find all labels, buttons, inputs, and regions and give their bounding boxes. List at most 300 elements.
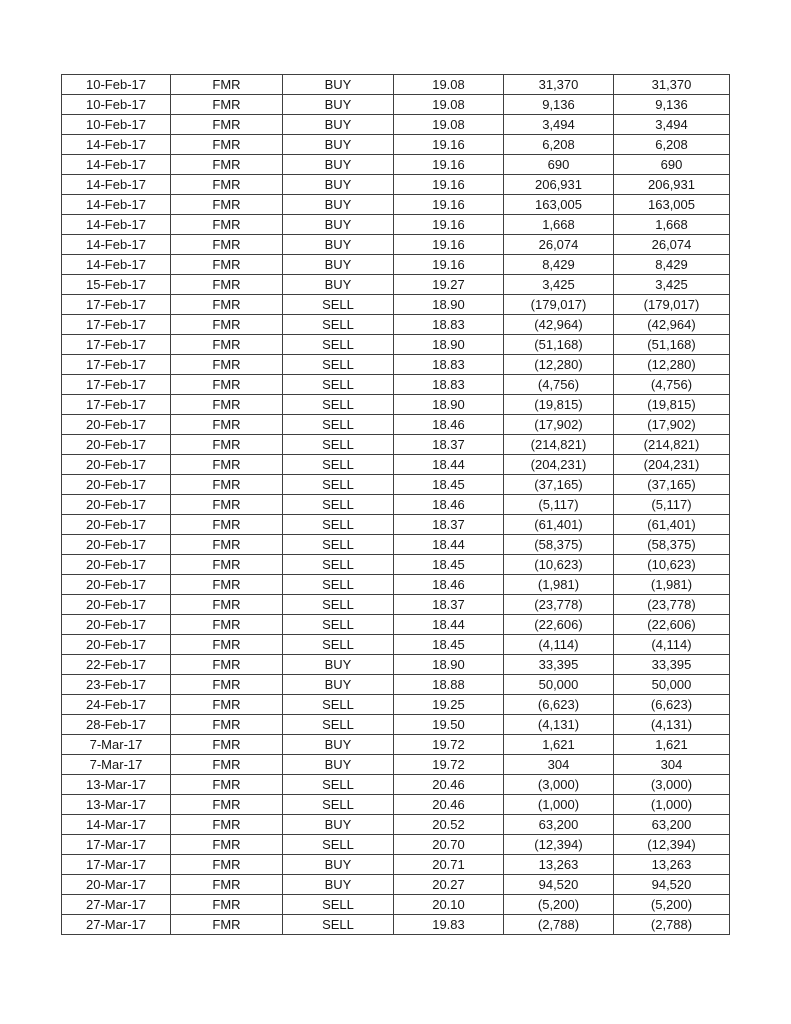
cell-shares-total: (17,902) — [614, 415, 730, 435]
cell-price: 18.46 — [394, 415, 504, 435]
cell-date: 13-Mar-17 — [62, 795, 171, 815]
cell-firm: FMR — [171, 795, 283, 815]
cell-firm: FMR — [171, 915, 283, 935]
cell-date: 17-Feb-17 — [62, 355, 171, 375]
cell-date: 20-Feb-17 — [62, 415, 171, 435]
cell-price: 19.83 — [394, 915, 504, 935]
cell-price: 18.83 — [394, 375, 504, 395]
cell-firm: FMR — [171, 255, 283, 275]
cell-side: SELL — [283, 415, 394, 435]
cell-date: 20-Feb-17 — [62, 555, 171, 575]
cell-side: BUY — [283, 675, 394, 695]
cell-shares: 8,429 — [504, 255, 614, 275]
cell-price: 20.46 — [394, 795, 504, 815]
cell-firm: FMR — [171, 835, 283, 855]
cell-price: 20.46 — [394, 775, 504, 795]
cell-shares-total: 1,668 — [614, 215, 730, 235]
table-row — [62, 355, 730, 375]
table-row — [62, 755, 730, 775]
cell-date: 20-Feb-17 — [62, 575, 171, 595]
cell-price: 18.88 — [394, 675, 504, 695]
cell-shares: (1,000) — [504, 795, 614, 815]
cell-shares-total: (37,165) — [614, 475, 730, 495]
cell-date: 14-Feb-17 — [62, 195, 171, 215]
table-row — [62, 235, 730, 255]
cell-price: 18.37 — [394, 515, 504, 535]
cell-price: 18.45 — [394, 555, 504, 575]
cell-side: SELL — [283, 575, 394, 595]
cell-shares-total: 63,200 — [614, 815, 730, 835]
cell-shares: 31,370 — [504, 75, 614, 95]
cell-shares: (2,788) — [504, 915, 614, 935]
table-row — [62, 875, 730, 895]
cell-shares: 50,000 — [504, 675, 614, 695]
cell-side: SELL — [283, 695, 394, 715]
cell-firm: FMR — [171, 435, 283, 455]
cell-firm: FMR — [171, 575, 283, 595]
cell-shares-total: (10,623) — [614, 555, 730, 575]
table-row — [62, 695, 730, 715]
cell-date: 13-Mar-17 — [62, 775, 171, 795]
cell-shares: 63,200 — [504, 815, 614, 835]
cell-date: 23-Feb-17 — [62, 675, 171, 695]
cell-firm: FMR — [171, 635, 283, 655]
cell-price: 19.16 — [394, 235, 504, 255]
cell-date: 7-Mar-17 — [62, 735, 171, 755]
cell-side: SELL — [283, 775, 394, 795]
cell-price: 18.44 — [394, 535, 504, 555]
table-row — [62, 435, 730, 455]
cell-firm: FMR — [171, 415, 283, 435]
cell-shares-total: (22,606) — [614, 615, 730, 635]
cell-shares: 206,931 — [504, 175, 614, 195]
cell-firm: FMR — [171, 775, 283, 795]
cell-firm: FMR — [171, 595, 283, 615]
table-row — [62, 735, 730, 755]
cell-shares: (3,000) — [504, 775, 614, 795]
cell-shares: 9,136 — [504, 95, 614, 115]
cell-shares-total: (58,375) — [614, 535, 730, 555]
cell-side: SELL — [283, 795, 394, 815]
cell-shares-total: 9,136 — [614, 95, 730, 115]
cell-price: 19.27 — [394, 275, 504, 295]
cell-side: SELL — [283, 295, 394, 315]
cell-firm: FMR — [171, 135, 283, 155]
table-row — [62, 655, 730, 675]
cell-side: SELL — [283, 455, 394, 475]
table-row — [62, 415, 730, 435]
cell-date: 14-Feb-17 — [62, 235, 171, 255]
cell-firm: FMR — [171, 335, 283, 355]
cell-price: 18.83 — [394, 315, 504, 335]
cell-price: 19.72 — [394, 735, 504, 755]
cell-price: 18.44 — [394, 455, 504, 475]
cell-shares: (22,606) — [504, 615, 614, 635]
cell-shares: 1,668 — [504, 215, 614, 235]
cell-side: BUY — [283, 215, 394, 235]
table-row — [62, 475, 730, 495]
cell-shares: 163,005 — [504, 195, 614, 215]
cell-side: BUY — [283, 175, 394, 195]
cell-side: SELL — [283, 495, 394, 515]
cell-firm: FMR — [171, 495, 283, 515]
table-row — [62, 775, 730, 795]
table-row — [62, 575, 730, 595]
cell-shares-total: 6,208 — [614, 135, 730, 155]
cell-side: BUY — [283, 255, 394, 275]
table-row — [62, 675, 730, 695]
cell-shares-total: (1,981) — [614, 575, 730, 595]
cell-side: BUY — [283, 855, 394, 875]
cell-shares-total: 304 — [614, 755, 730, 775]
cell-date: 28-Feb-17 — [62, 715, 171, 735]
cell-firm: FMR — [171, 215, 283, 235]
cell-date: 20-Feb-17 — [62, 595, 171, 615]
cell-date: 20-Feb-17 — [62, 635, 171, 655]
cell-shares-total: (4,756) — [614, 375, 730, 395]
cell-side: SELL — [283, 395, 394, 415]
cell-shares: 26,074 — [504, 235, 614, 255]
cell-side: BUY — [283, 815, 394, 835]
cell-date: 20-Feb-17 — [62, 435, 171, 455]
cell-price: 18.37 — [394, 595, 504, 615]
cell-shares: 13,263 — [504, 855, 614, 875]
cell-price: 19.16 — [394, 255, 504, 275]
cell-price: 20.70 — [394, 835, 504, 855]
table-row — [62, 115, 730, 135]
cell-firm: FMR — [171, 355, 283, 375]
cell-side: SELL — [283, 835, 394, 855]
cell-date: 27-Mar-17 — [62, 915, 171, 935]
cell-shares: 690 — [504, 155, 614, 175]
cell-shares: (179,017) — [504, 295, 614, 315]
trade-table-body — [62, 75, 730, 935]
cell-shares: (61,401) — [504, 515, 614, 535]
cell-side: SELL — [283, 915, 394, 935]
cell-shares: (4,131) — [504, 715, 614, 735]
table-row — [62, 815, 730, 835]
cell-price: 19.08 — [394, 95, 504, 115]
cell-price: 18.46 — [394, 575, 504, 595]
cell-price: 20.27 — [394, 875, 504, 895]
table-row — [62, 555, 730, 575]
cell-shares: 3,494 — [504, 115, 614, 135]
cell-shares-total: (5,117) — [614, 495, 730, 515]
cell-side: BUY — [283, 735, 394, 755]
cell-date: 20-Feb-17 — [62, 455, 171, 475]
cell-firm: FMR — [171, 515, 283, 535]
cell-price: 20.52 — [394, 815, 504, 835]
cell-firm: FMR — [171, 95, 283, 115]
table-row — [62, 635, 730, 655]
cell-date: 14-Feb-17 — [62, 175, 171, 195]
cell-shares-total: (5,200) — [614, 895, 730, 915]
table-row — [62, 795, 730, 815]
cell-firm: FMR — [171, 755, 283, 775]
cell-price: 19.16 — [394, 155, 504, 175]
cell-firm: FMR — [171, 695, 283, 715]
cell-shares-total: 690 — [614, 155, 730, 175]
cell-date: 14-Mar-17 — [62, 815, 171, 835]
cell-side: SELL — [283, 515, 394, 535]
cell-date: 22-Feb-17 — [62, 655, 171, 675]
cell-date: 14-Feb-17 — [62, 155, 171, 175]
cell-side: BUY — [283, 275, 394, 295]
cell-shares: (51,168) — [504, 335, 614, 355]
cell-firm: FMR — [171, 615, 283, 635]
cell-price: 18.83 — [394, 355, 504, 375]
cell-firm: FMR — [171, 535, 283, 555]
cell-shares-total: (204,231) — [614, 455, 730, 475]
cell-side: SELL — [283, 895, 394, 915]
table-row — [62, 95, 730, 115]
cell-price: 19.16 — [394, 175, 504, 195]
cell-firm: FMR — [171, 815, 283, 835]
cell-date: 17-Feb-17 — [62, 395, 171, 415]
cell-shares: 6,208 — [504, 135, 614, 155]
cell-price: 19.16 — [394, 135, 504, 155]
cell-firm: FMR — [171, 275, 283, 295]
cell-date: 20-Mar-17 — [62, 875, 171, 895]
cell-price: 18.45 — [394, 635, 504, 655]
cell-shares: 1,621 — [504, 735, 614, 755]
table-row — [62, 155, 730, 175]
cell-date: 17-Mar-17 — [62, 855, 171, 875]
cell-price: 18.46 — [394, 495, 504, 515]
cell-side: BUY — [283, 235, 394, 255]
cell-shares: (204,231) — [504, 455, 614, 475]
cell-firm: FMR — [171, 155, 283, 175]
cell-shares-total: (214,821) — [614, 435, 730, 455]
table-row — [62, 915, 730, 935]
cell-shares-total: (179,017) — [614, 295, 730, 315]
cell-shares-total: 33,395 — [614, 655, 730, 675]
cell-firm: FMR — [171, 855, 283, 875]
cell-shares: (19,815) — [504, 395, 614, 415]
cell-firm: FMR — [171, 875, 283, 895]
cell-price: 18.45 — [394, 475, 504, 495]
table-row — [62, 75, 730, 95]
cell-shares: (37,165) — [504, 475, 614, 495]
cell-shares-total: 8,429 — [614, 255, 730, 275]
cell-date: 10-Feb-17 — [62, 115, 171, 135]
cell-shares: (4,756) — [504, 375, 614, 395]
cell-firm: FMR — [171, 195, 283, 215]
cell-side: SELL — [283, 715, 394, 735]
table-row — [62, 855, 730, 875]
cell-side: BUY — [283, 875, 394, 895]
cell-shares: (5,200) — [504, 895, 614, 915]
cell-side: SELL — [283, 355, 394, 375]
table-row — [62, 515, 730, 535]
cell-price: 18.90 — [394, 295, 504, 315]
cell-shares: 94,520 — [504, 875, 614, 895]
cell-firm: FMR — [171, 375, 283, 395]
cell-price: 19.25 — [394, 695, 504, 715]
cell-side: SELL — [283, 535, 394, 555]
cell-shares-total: (61,401) — [614, 515, 730, 535]
cell-shares-total: 94,520 — [614, 875, 730, 895]
cell-date: 20-Feb-17 — [62, 495, 171, 515]
cell-shares: (58,375) — [504, 535, 614, 555]
cell-shares-total: (42,964) — [614, 315, 730, 335]
cell-date: 24-Feb-17 — [62, 695, 171, 715]
table-row — [62, 835, 730, 855]
cell-shares: (5,117) — [504, 495, 614, 515]
table-row — [62, 895, 730, 915]
table-row — [62, 535, 730, 555]
cell-shares-total: (4,131) — [614, 715, 730, 735]
cell-price: 20.10 — [394, 895, 504, 915]
cell-shares-total: 13,263 — [614, 855, 730, 875]
cell-firm: FMR — [171, 395, 283, 415]
cell-date: 14-Feb-17 — [62, 135, 171, 155]
table-row — [62, 175, 730, 195]
table-row — [62, 455, 730, 475]
cell-price: 19.16 — [394, 215, 504, 235]
cell-firm: FMR — [171, 655, 283, 675]
cell-shares: (23,778) — [504, 595, 614, 615]
cell-date: 20-Feb-17 — [62, 615, 171, 635]
cell-side: SELL — [283, 375, 394, 395]
cell-side: SELL — [283, 335, 394, 355]
cell-shares-total: 26,074 — [614, 235, 730, 255]
cell-date: 14-Feb-17 — [62, 215, 171, 235]
cell-date: 10-Feb-17 — [62, 95, 171, 115]
table-row — [62, 335, 730, 355]
cell-price: 19.50 — [394, 715, 504, 735]
cell-price: 20.71 — [394, 855, 504, 875]
cell-shares-total: (2,788) — [614, 915, 730, 935]
cell-date: 20-Feb-17 — [62, 535, 171, 555]
cell-side: BUY — [283, 155, 394, 175]
table-row — [62, 375, 730, 395]
table-row — [62, 495, 730, 515]
cell-shares: (214,821) — [504, 435, 614, 455]
cell-shares: 3,425 — [504, 275, 614, 295]
cell-side: SELL — [283, 435, 394, 455]
table-row — [62, 615, 730, 635]
table-row — [62, 135, 730, 155]
cell-shares-total: (51,168) — [614, 335, 730, 355]
cell-side: SELL — [283, 595, 394, 615]
cell-firm: FMR — [171, 555, 283, 575]
cell-firm: FMR — [171, 235, 283, 255]
cell-price: 18.44 — [394, 615, 504, 635]
cell-shares: (4,114) — [504, 635, 614, 655]
table-row — [62, 595, 730, 615]
cell-shares-total: 31,370 — [614, 75, 730, 95]
cell-shares-total: (4,114) — [614, 635, 730, 655]
cell-date: 20-Feb-17 — [62, 515, 171, 535]
cell-firm: FMR — [171, 175, 283, 195]
cell-side: BUY — [283, 755, 394, 775]
cell-firm: FMR — [171, 295, 283, 315]
cell-shares: (1,981) — [504, 575, 614, 595]
cell-date: 7-Mar-17 — [62, 755, 171, 775]
cell-shares: (12,394) — [504, 835, 614, 855]
cell-side: SELL — [283, 615, 394, 635]
cell-date: 17-Mar-17 — [62, 835, 171, 855]
cell-price: 18.90 — [394, 395, 504, 415]
cell-shares: (42,964) — [504, 315, 614, 335]
cell-price: 19.16 — [394, 195, 504, 215]
cell-date: 10-Feb-17 — [62, 75, 171, 95]
cell-shares-total: (1,000) — [614, 795, 730, 815]
cell-firm: FMR — [171, 475, 283, 495]
cell-price: 18.90 — [394, 655, 504, 675]
cell-shares: (12,280) — [504, 355, 614, 375]
cell-date: 17-Feb-17 — [62, 295, 171, 315]
table-row — [62, 255, 730, 275]
cell-date: 17-Feb-17 — [62, 315, 171, 335]
cell-date: 14-Feb-17 — [62, 255, 171, 275]
cell-shares-total: (6,623) — [614, 695, 730, 715]
cell-shares: (10,623) — [504, 555, 614, 575]
cell-price: 19.72 — [394, 755, 504, 775]
table-row — [62, 215, 730, 235]
cell-shares-total: 1,621 — [614, 735, 730, 755]
cell-firm: FMR — [171, 315, 283, 335]
cell-side: SELL — [283, 555, 394, 575]
cell-shares: 304 — [504, 755, 614, 775]
cell-shares: 33,395 — [504, 655, 614, 675]
cell-side: BUY — [283, 135, 394, 155]
cell-shares-total: (12,394) — [614, 835, 730, 855]
cell-firm: FMR — [171, 715, 283, 735]
cell-side: BUY — [283, 655, 394, 675]
cell-date: 17-Feb-17 — [62, 335, 171, 355]
cell-shares-total: (12,280) — [614, 355, 730, 375]
cell-shares-total: 206,931 — [614, 175, 730, 195]
table-row — [62, 195, 730, 215]
cell-firm: FMR — [171, 455, 283, 475]
cell-side: BUY — [283, 195, 394, 215]
cell-shares-total: 163,005 — [614, 195, 730, 215]
cell-shares-total: 50,000 — [614, 675, 730, 695]
table-row — [62, 295, 730, 315]
cell-firm: FMR — [171, 735, 283, 755]
cell-price: 19.08 — [394, 115, 504, 135]
cell-firm: FMR — [171, 895, 283, 915]
cell-shares-total: 3,494 — [614, 115, 730, 135]
cell-side: BUY — [283, 75, 394, 95]
cell-price: 19.08 — [394, 75, 504, 95]
cell-firm: FMR — [171, 675, 283, 695]
cell-shares-total: (19,815) — [614, 395, 730, 415]
cell-side: BUY — [283, 95, 394, 115]
trade-table — [61, 74, 730, 935]
cell-date: 20-Feb-17 — [62, 475, 171, 495]
cell-price: 18.37 — [394, 435, 504, 455]
cell-side: SELL — [283, 635, 394, 655]
cell-shares-total: (3,000) — [614, 775, 730, 795]
cell-date: 15-Feb-17 — [62, 275, 171, 295]
cell-side: SELL — [283, 315, 394, 335]
cell-shares: (6,623) — [504, 695, 614, 715]
table-row — [62, 715, 730, 735]
table-row — [62, 315, 730, 335]
cell-shares-total: (23,778) — [614, 595, 730, 615]
cell-date: 17-Feb-17 — [62, 375, 171, 395]
cell-price: 18.90 — [394, 335, 504, 355]
cell-firm: FMR — [171, 75, 283, 95]
cell-date: 27-Mar-17 — [62, 895, 171, 915]
cell-firm: FMR — [171, 115, 283, 135]
cell-shares: (17,902) — [504, 415, 614, 435]
table-row — [62, 395, 730, 415]
table-row — [62, 275, 730, 295]
